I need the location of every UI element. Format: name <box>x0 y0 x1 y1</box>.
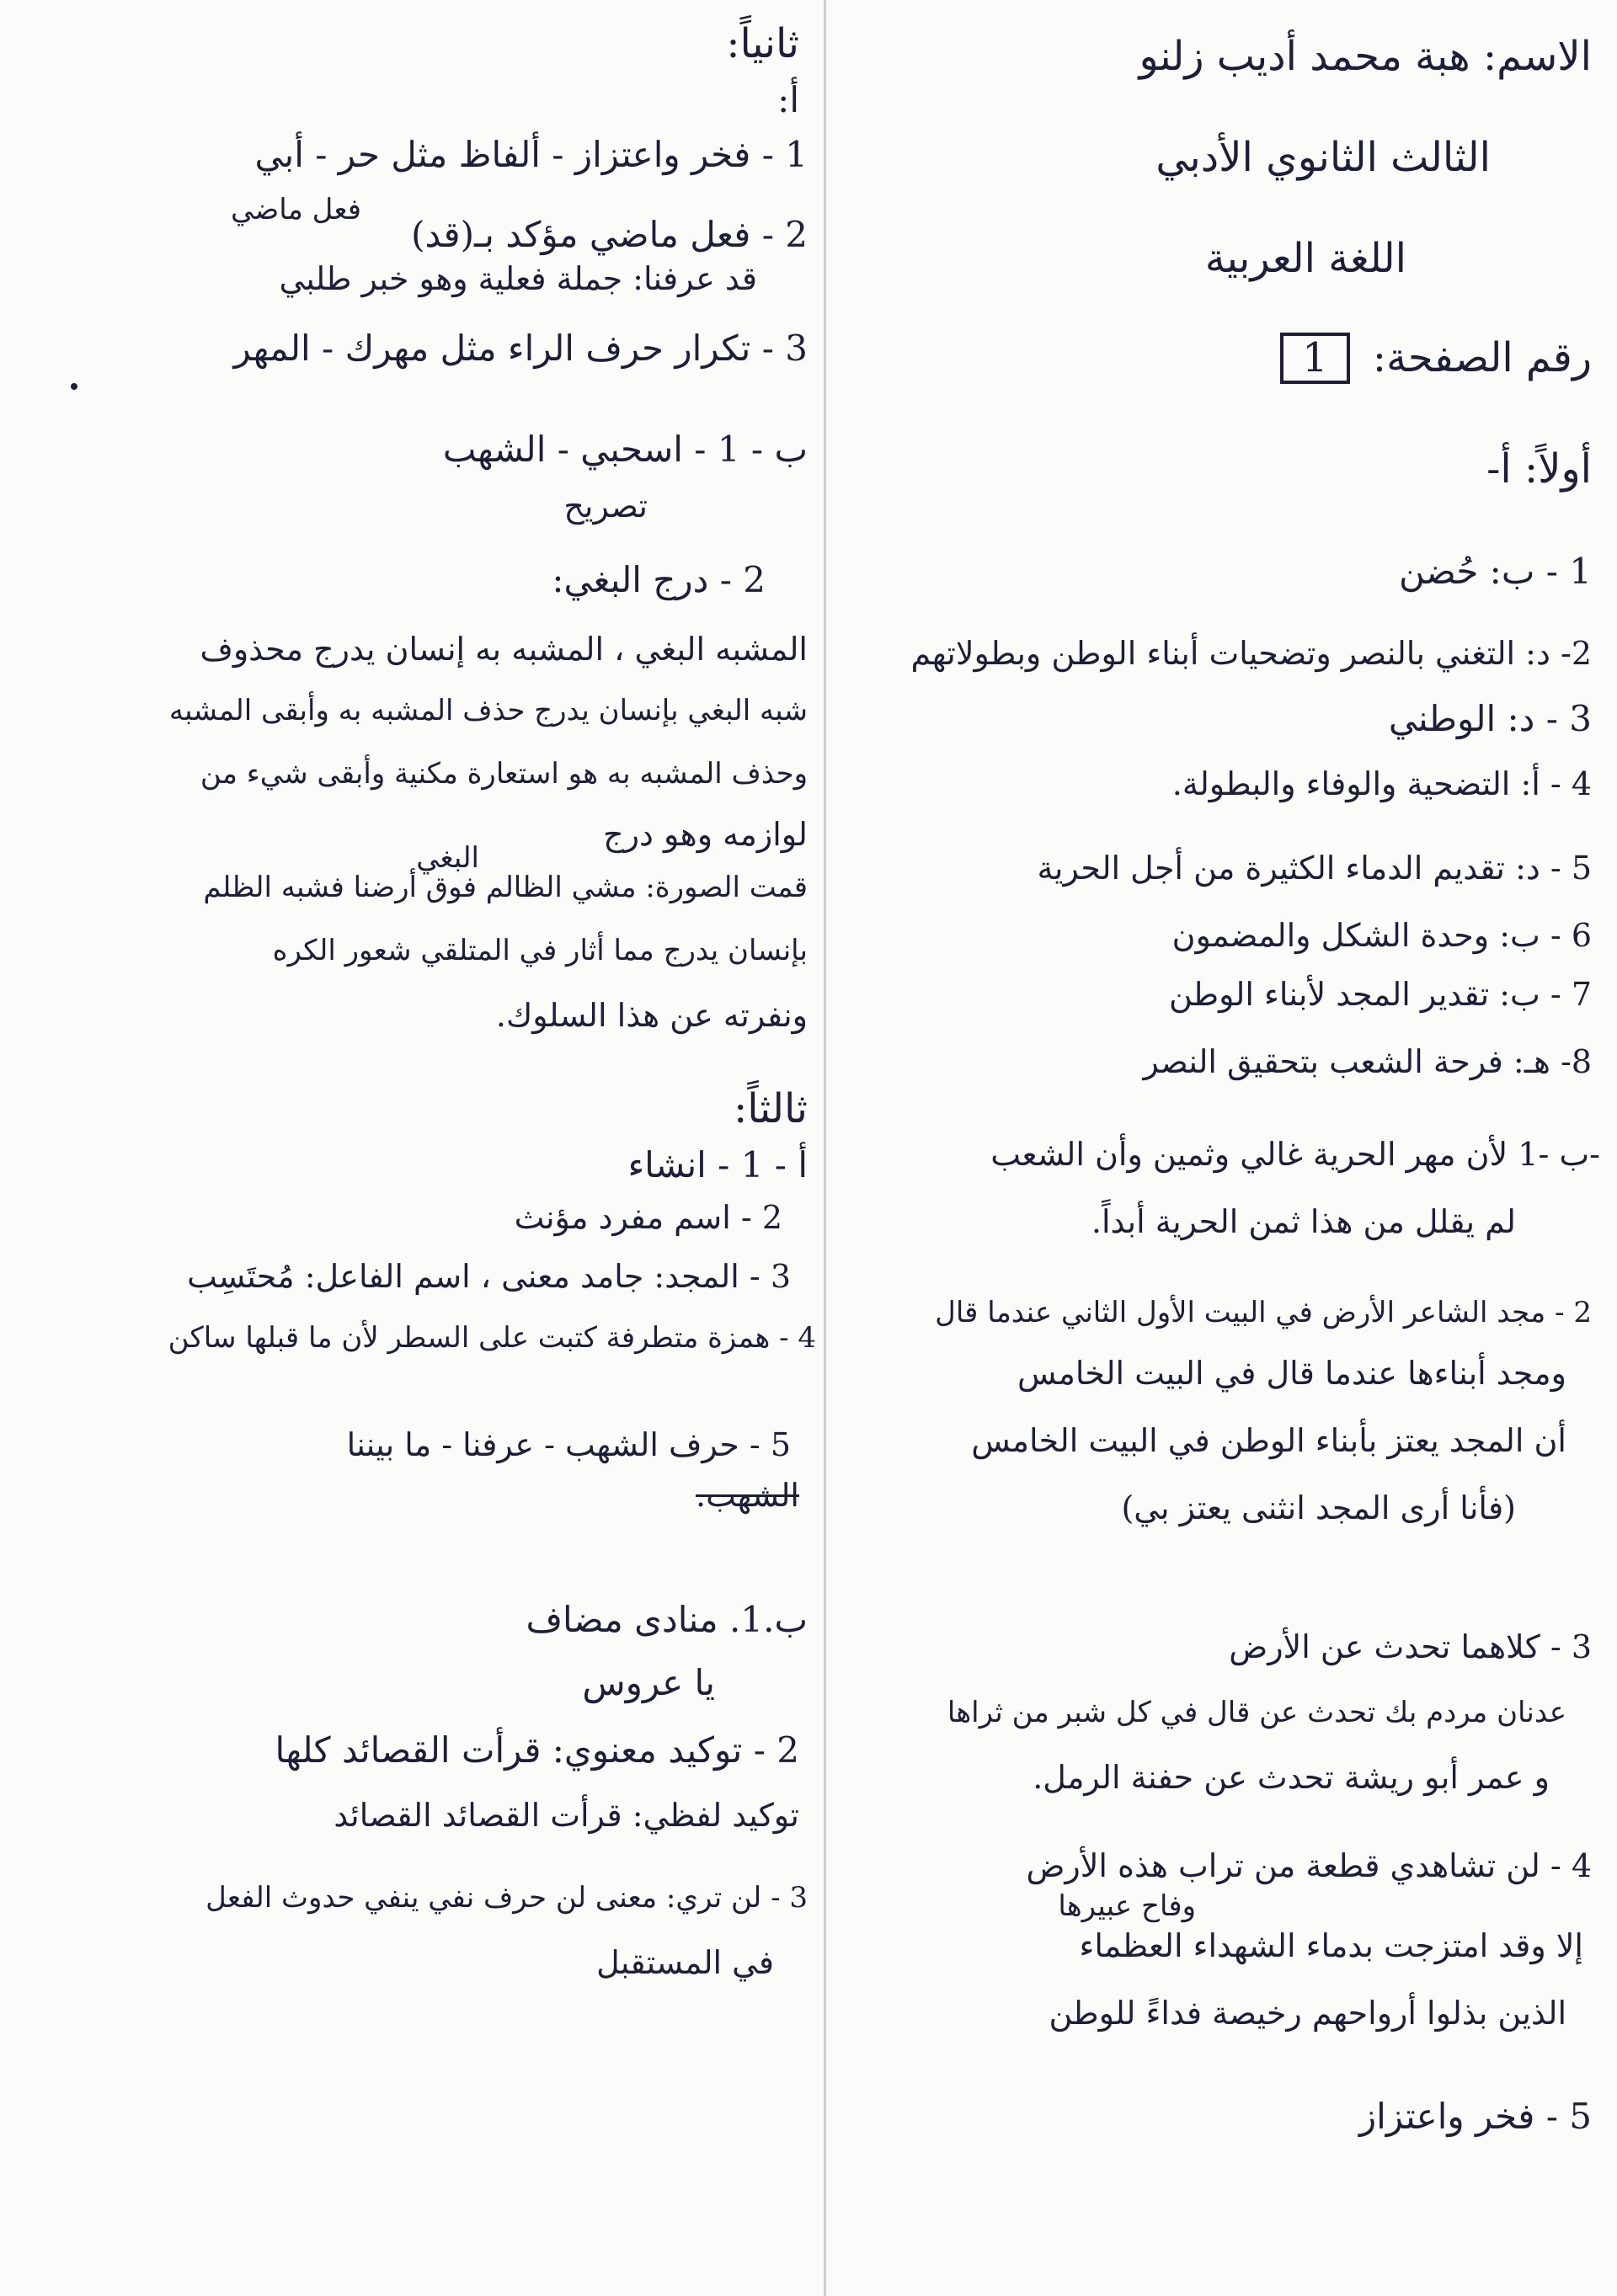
right-line-r21: إلا وقد امتزجت بدماء الشهداء العظماء <box>1079 1927 1583 1964</box>
left-line-l07: 3 - تكرار حرف الراء مثل مهرك - المهر <box>233 328 808 369</box>
right-line-r19: 4 - لن تشاهدي قطعة من تراب هذه الأرض <box>1026 1847 1592 1884</box>
right-column <box>838 0 1600 2296</box>
page-number-line <box>1280 333 1592 384</box>
left-line-l02: أ: <box>777 79 799 120</box>
right-line-r11: لم يقلل من هذا ثمن الحرية أبداً. <box>1091 1203 1516 1240</box>
right-line-r03: 2- د: التغني بالنصر وتضحيات أبناء الوطن وبطولاتهم <box>910 635 1592 672</box>
right-line-r12: 2 - مجد الشاعر الأرض في البيت الأول الثاني عندما قال <box>935 1296 1592 1329</box>
ink-dot <box>71 383 77 390</box>
left-line-l29: توكيد لفظي: قرأت القصائد القصائد <box>334 1797 799 1834</box>
right-line-r22: الذين بذلوا أرواحهم رخيصة فداءً للوطن <box>1049 1995 1566 2032</box>
left-line-l14: لوازمه وهو درج <box>603 816 808 853</box>
left-line-l08: ب - 1 - اسحبي - الشهب <box>442 429 808 470</box>
right-line-r16: 3 - كلاهما تحدث عن الأرض <box>1229 1628 1592 1665</box>
left-line-l12: شبه البغي بإنسان يدرج حذف المشبه به وأبقى المشبه <box>168 694 808 727</box>
right-line-r13: ومجد أبناءها عندما قال في البيت الخامس <box>1017 1355 1566 1392</box>
left-line-l22: 3 - المجد: جامد معنى ، اسم الفاعل: مُحتَسِب <box>187 1258 791 1295</box>
left-line-l01: ثانياً: <box>726 20 799 67</box>
right-line-r02: 1 - ب: حُضن <box>1398 551 1592 592</box>
left-line-l20: أ - 1 - انشاء <box>627 1144 808 1185</box>
name-line <box>1139 34 1592 80</box>
right-line-r14: أن المجد يعتز بأبناء الوطن في البيت الخامس <box>971 1422 1566 1459</box>
page-number-box: 1 <box>1280 333 1350 384</box>
left-line-l15: البغي <box>416 841 479 875</box>
left-line-l31: في المستقبل <box>596 1944 774 1981</box>
left-line-l25: الشهب. <box>696 1477 799 1514</box>
left-line-l28: 2 - توكيد معنوي: قرأت القصائد كلها <box>275 1729 799 1771</box>
column-divider <box>824 0 826 2296</box>
left-line-l17: بإنسان يدرج مما أثار في المتلقي شعور الكره <box>272 934 808 967</box>
left-line-l10: 2 - درج البغي: <box>552 559 766 600</box>
left-line-l26: ب.1. منادى مضاف <box>526 1599 808 1640</box>
left-line-l19: ثالثاً: <box>734 1085 808 1132</box>
left-line-l11: المشبه البغي ، المشبه به إنسان يدرج محذوف <box>200 631 808 668</box>
left-line-l09: تصريح <box>563 487 648 525</box>
left-line-l03: 1 - فخر واعتزاز - ألفاظ مثل حر - أبي <box>254 134 808 175</box>
left-line-l24: 5 - حرف الشهب - عرفنا - ما بيننا <box>346 1426 791 1463</box>
left-line-l16: قمت الصورة: مشي الظالم فوق أرضنا فشبه الظلم <box>203 871 808 904</box>
left-line-l27: يا عروس <box>582 1662 715 1703</box>
left-line-l23: 4 - همزة متطرفة كتبت على السطر لأن ما قبلها ساكن <box>168 1321 816 1355</box>
right-line-r05: 4 - أ: التضحية والوفاء والبطولة. <box>1171 765 1592 802</box>
page-label: رقم الصفحة: <box>1372 334 1592 381</box>
right-line-r15: (فأنا أرى المجد انثنى يعتز بي) <box>1121 1489 1516 1526</box>
right-line-r20: وفاح عبيرها <box>1058 1889 1196 1923</box>
left-line-l30: 3 - لن تري: معنى لن حرف نفي ينفي حدوث الفعل <box>205 1881 808 1915</box>
right-line-r23: 5 - فخر واعتزاز <box>1358 2096 1592 2137</box>
right-line-r17: عدنان مردم بك تحدث عن قال في كل شبر من ثراها <box>947 1696 1566 1729</box>
student-name: هبة محمد أديب زلنو <box>1139 33 1470 80</box>
left-line-l18: ونفرته عن هذا السلوك. <box>495 997 808 1034</box>
left-line-l04: فعل ماضي <box>231 193 361 226</box>
right-line-r07: 6 - ب: وحدة الشكل والمضمون <box>1171 917 1592 954</box>
right-line-r01: أولاً: أ- <box>1486 445 1592 493</box>
grade-line: الثالث الثانوي الأدبي <box>1155 134 1491 181</box>
left-line-l05: 2 - فعل ماضي مؤكد بـ(قد) <box>411 214 808 255</box>
left-line-l06: قد عرفنا: جملة فعلية وهو خبر طلبي <box>279 260 757 297</box>
left-column <box>12 0 816 2296</box>
right-line-r09: 8- هـ: فرحة الشعب بتحقيق النصر <box>1143 1043 1592 1080</box>
right-line-r18: و عمر أبو ريشة تحدث عن حفنة الرمل. <box>1033 1759 1550 1796</box>
left-line-l21: 2 - اسم مفرد مؤنث <box>514 1199 782 1236</box>
right-line-r08: 7 - ب: تقدير المجد لأبناء الوطن <box>1168 976 1592 1013</box>
left-line-l13: وحذف المشبه به هو استعارة مكنية وأبقى شيء من <box>200 757 808 791</box>
right-line-r06: 5 - د: تقديم الدماء الكثيرة من أجل الحرية <box>1037 850 1592 887</box>
name-label: الاسم: <box>1482 33 1592 80</box>
subject-line: اللغة العربية <box>1204 235 1406 282</box>
right-line-r04: 3 - د: الوطني <box>1388 698 1592 739</box>
right-line-r10: -ب -1 لأن مهر الحرية غالي وثمين وأن الشعب <box>990 1136 1600 1173</box>
